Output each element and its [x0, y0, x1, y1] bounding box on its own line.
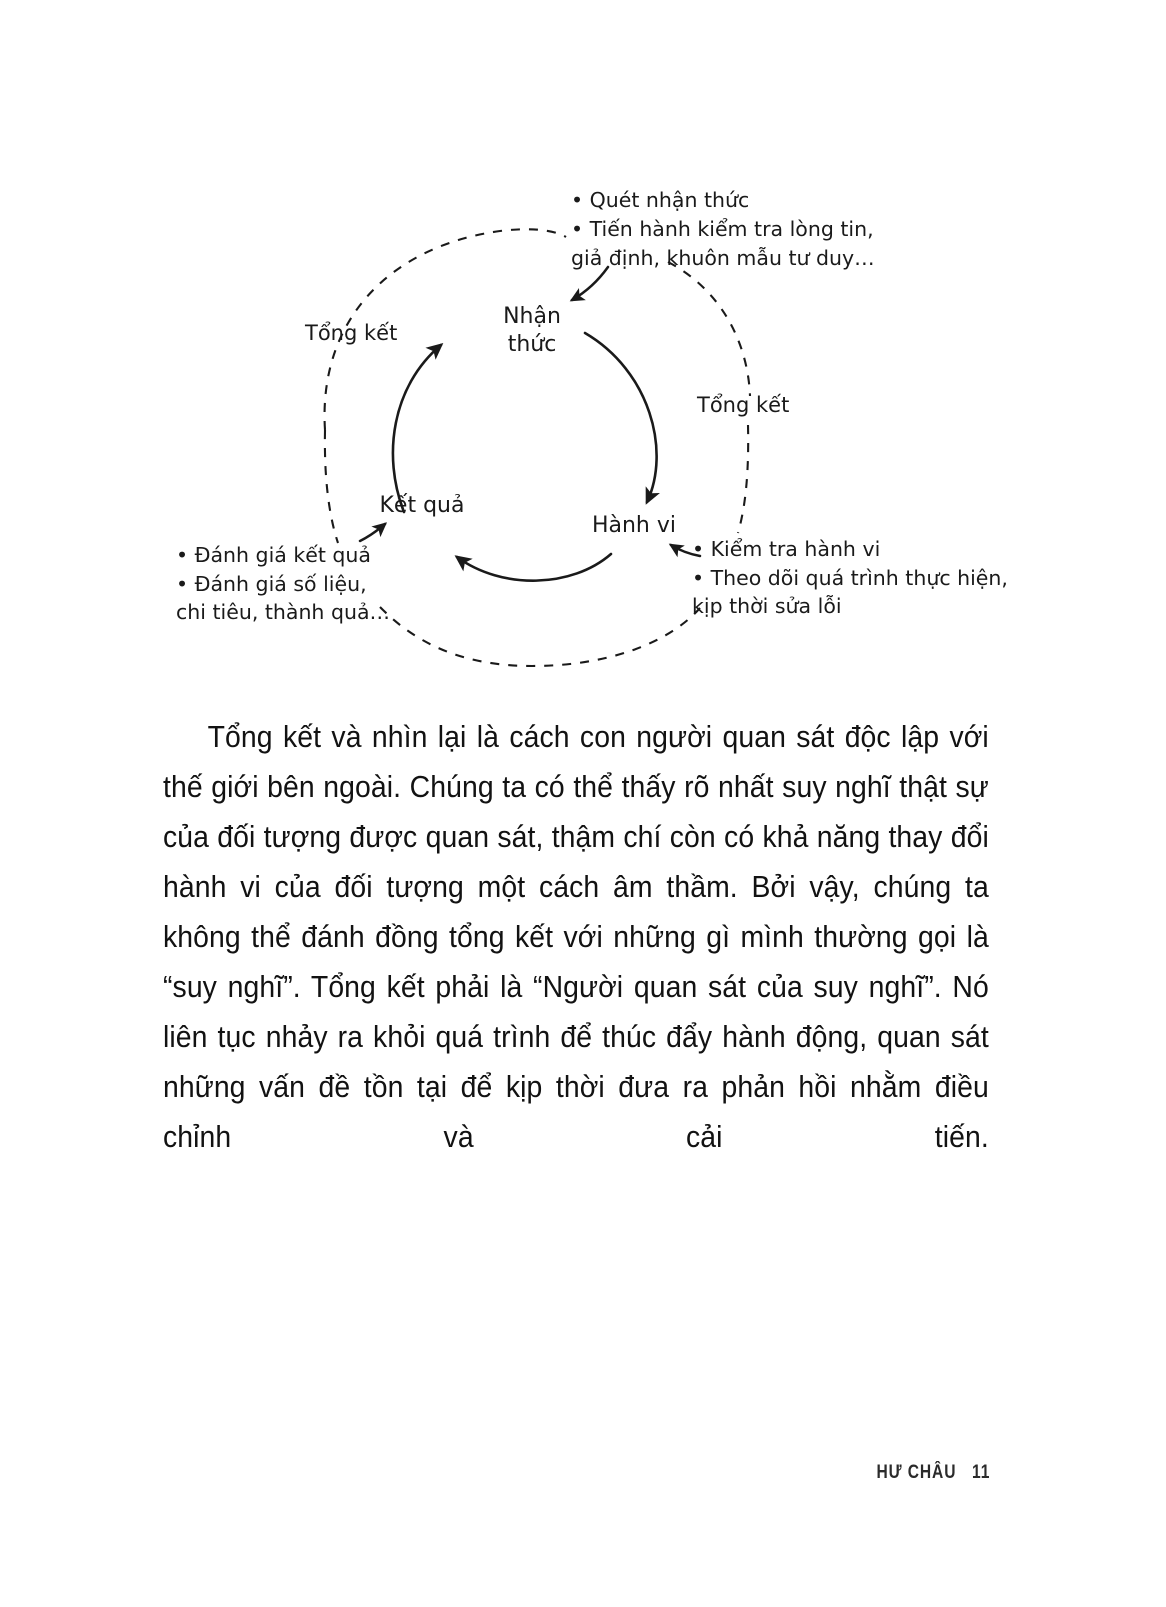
node-label-awareness-line1: Nhận	[503, 304, 561, 329]
page-footer	[0, 1462, 1166, 1484]
annotation-top-line-2: • Tiến hành kiểm tra lòng tin,	[571, 217, 874, 241]
outer-loop-arc-left	[325, 430, 338, 543]
node-label-result: Kết quả	[379, 493, 465, 518]
annotation-left-line-3: chi tiêu, thành quả…	[176, 600, 391, 624]
annotation-top-line-1: • Quét nhận thức	[571, 188, 750, 212]
inner-arrow-awareness-to-behavior	[585, 333, 657, 502]
body-text-block	[163, 712, 989, 1212]
outer-loop-arc-topright	[668, 262, 750, 396]
annotation-right-line-3: kịp thời sửa lỗi	[692, 594, 842, 618]
feedback-arrow-to-result	[360, 524, 385, 541]
footer-book-title: HƯ CHÂU	[876, 1462, 957, 1483]
body-paragraph: Tổng kết và nhìn lại là cách con người quan sát độc lập với thế giới bên ngoài. Chúng ta có thể thấy rõ nhất suy nghĩ thật sự của đối tượng được quan sát, thậm chí còn có khả năng thay đổi hành vi của đối tượng một cách âm thầm. Bởi vậy, chúng ta không thể đánh đồng tổng kết với những gì mình thường gọi là “suy nghĩ”. Tổng kết phải là “Người quan sát của suy nghĩ”. Nó liên tục nhảy ra khỏi quá trình để thúc đẩy hành động, quan sát những vấn đề tồn tại để kịp thời đưa ra phản hồi nhằm điều chỉnh và cải tiến.	[163, 720, 989, 1154]
footer-page-number: 11	[971, 1462, 990, 1483]
outer-loop-arc-bottom	[380, 607, 700, 666]
annotation-left-line-1: • Đánh giá kết quả	[176, 543, 371, 567]
inner-arrow-result-to-awareness	[393, 345, 441, 512]
loop-label-left: Tổng kết	[305, 321, 398, 345]
annotation-top-line-3: giả định, khuôn mẫu tư duy…	[571, 246, 875, 270]
cycle-diagram-svg	[0, 0, 1166, 700]
annotation-right-line-1: • Kiểm tra hành vi	[692, 537, 881, 561]
cycle-diagram-figure	[0, 0, 1166, 700]
outer-loop-arc-right	[738, 425, 748, 533]
annotation-left-line-2: • Đánh giá số liệu,	[176, 572, 367, 596]
loop-label-right: Tổng kết	[697, 393, 790, 417]
node-label-awareness-line2: thức	[507, 332, 557, 357]
feedback-arrow-to-awareness	[572, 267, 608, 300]
inner-arrow-behavior-to-result	[457, 554, 611, 581]
annotation-right-line-2: • Theo dõi quá trình thực hiện,	[692, 566, 1008, 590]
node-label-behavior: Hành vi	[591, 513, 677, 538]
